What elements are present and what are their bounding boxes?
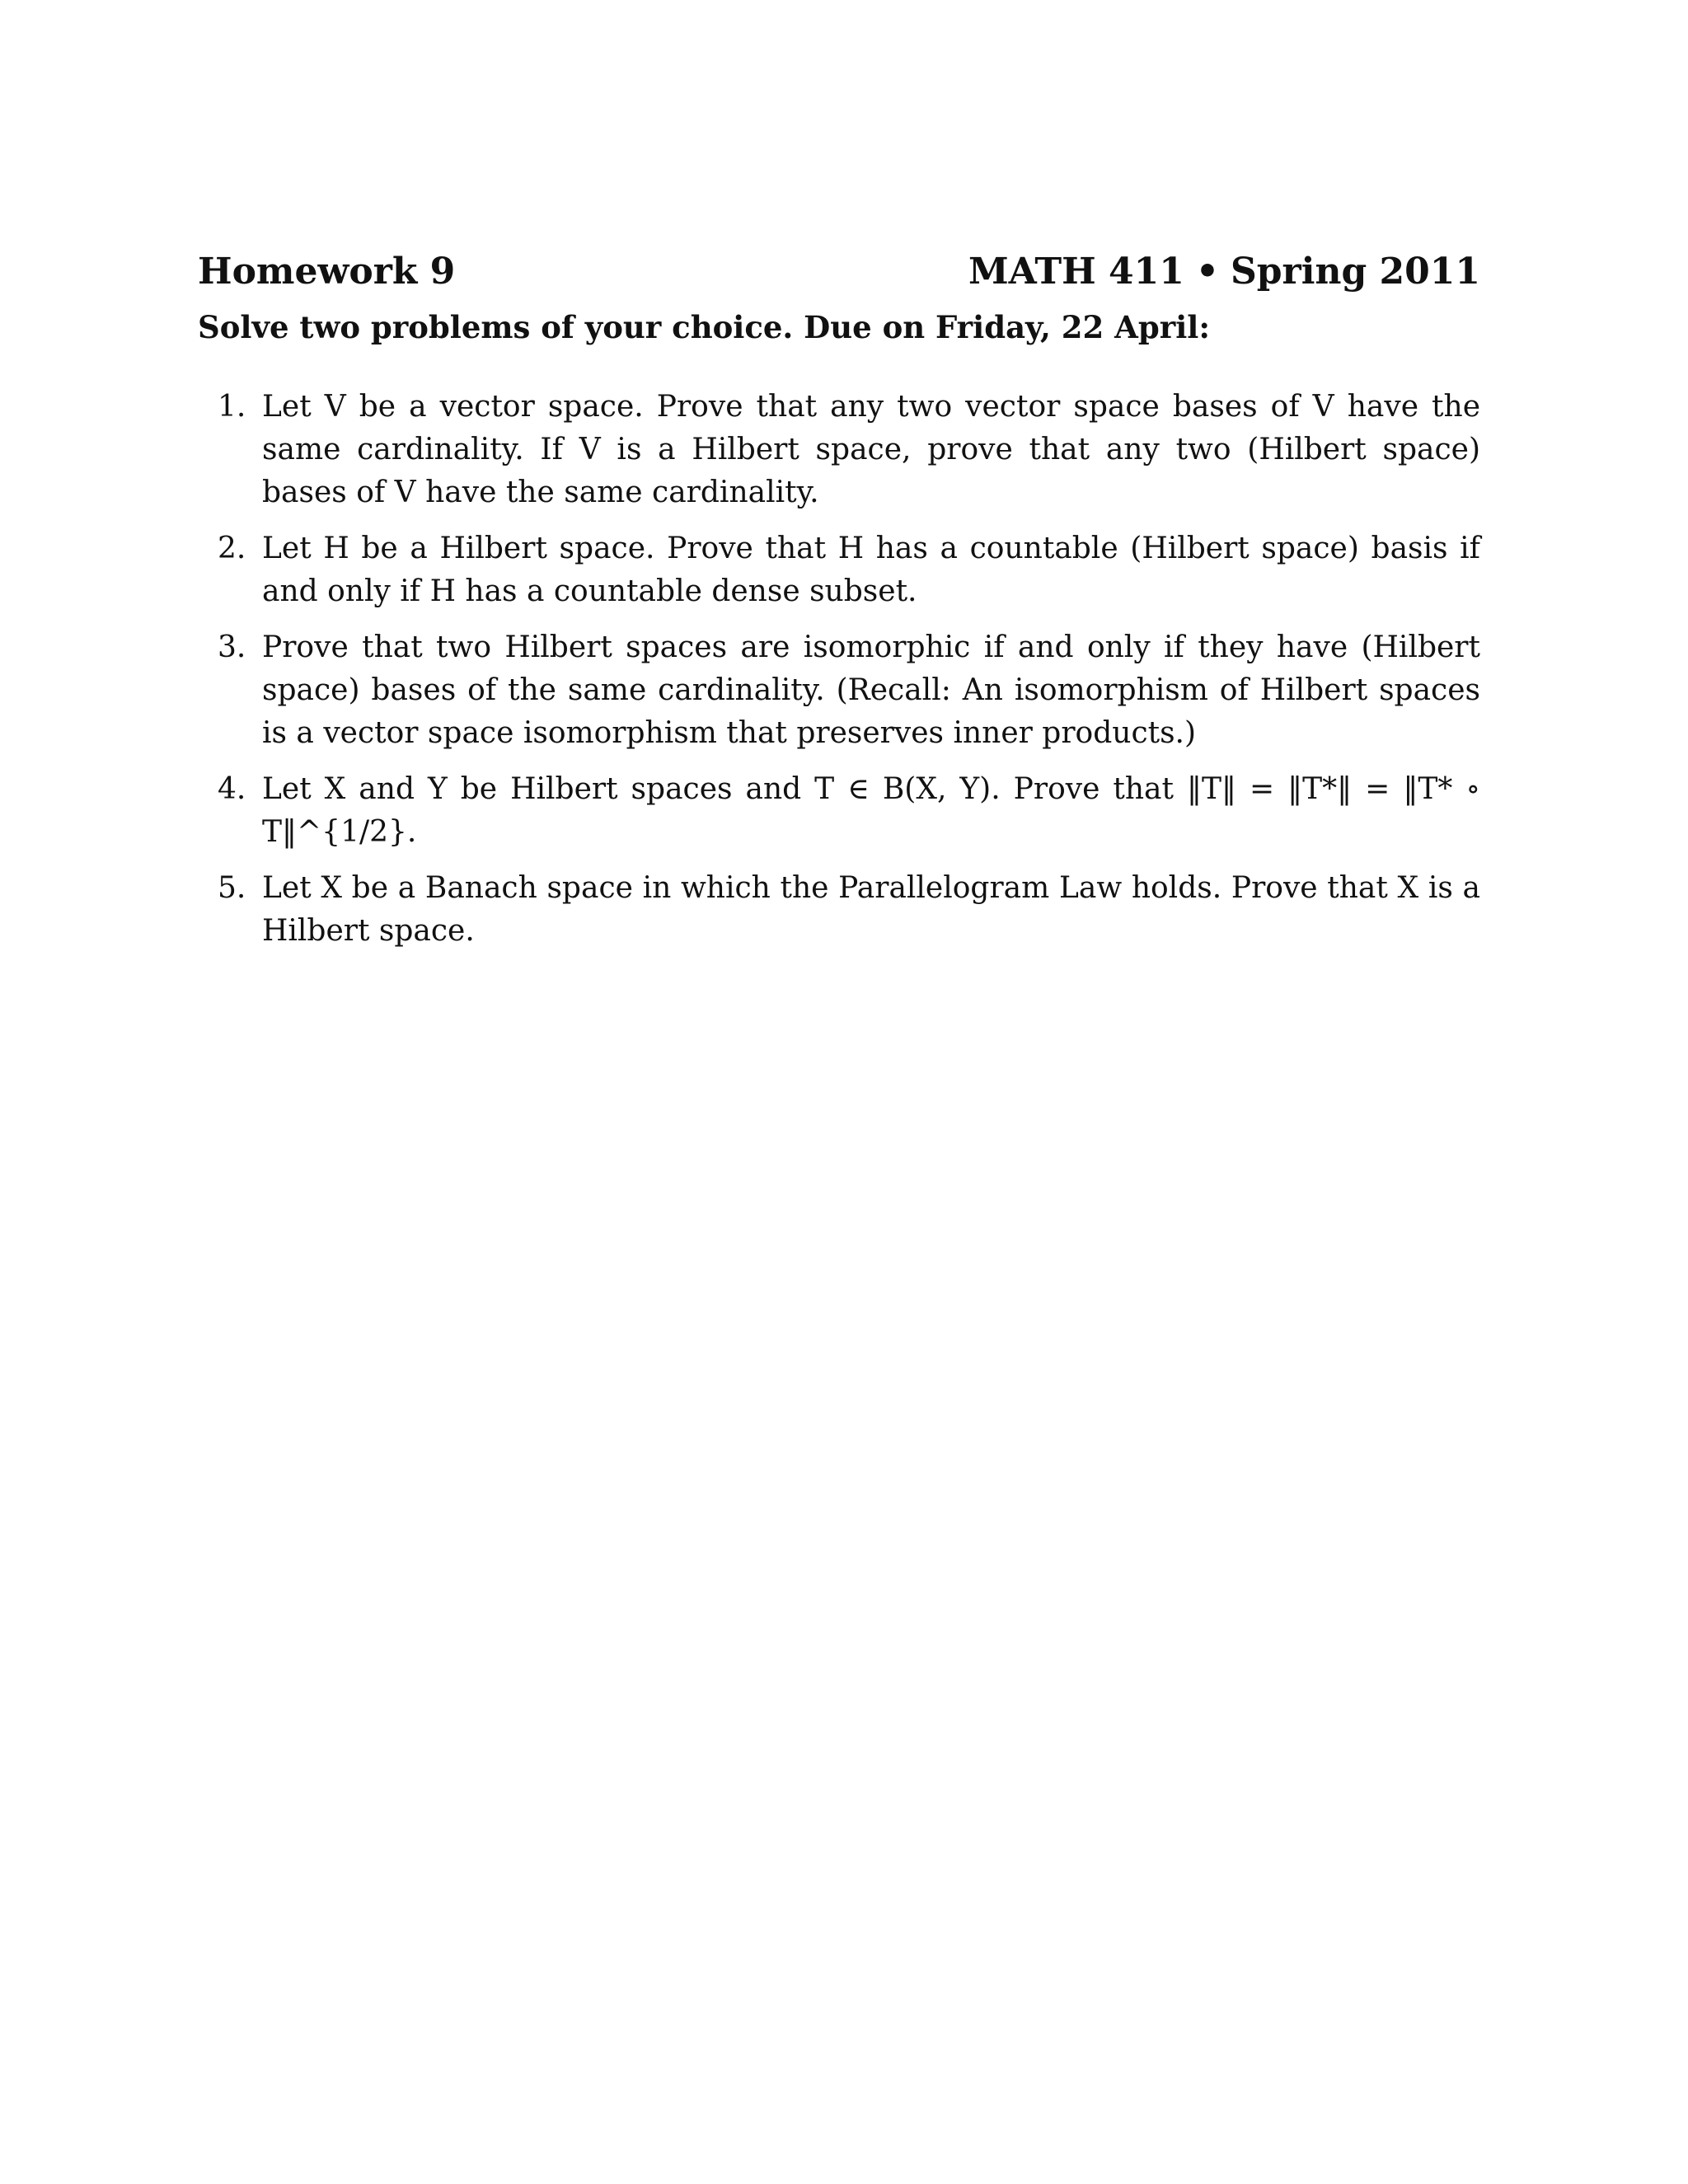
problem-item [198, 527, 1480, 613]
problem-number: 5. [218, 871, 246, 905]
bullet-separator: • [1195, 251, 1220, 293]
instructions: Solve two problems of your choice. Due on Friday, 22 April: [198, 309, 1210, 345]
problem-text: Let X and Y be Hilbert spaces and T ∈ B(X, Y). Prove that ‖T‖ = ‖T*‖ = ‖T* ∘ T‖^{1/2}. [262, 772, 1480, 849]
problem-list [198, 386, 1480, 953]
problem-item [198, 386, 1480, 514]
problem-text: Let V be a vector space. Prove that any two vector space bases of V have the same cardinality. If V is a Hilbert space, prove that any two (Hilbert space) bases of V have the same cardinality. [262, 390, 1480, 509]
problem-text: Let X be a Banach space in which the Parallelogram Law holds. Prove that X is a Hilbert space. [262, 871, 1480, 948]
problem-number: 2. [218, 532, 246, 565]
problem-item [198, 768, 1480, 854]
problem-number: 4. [218, 772, 246, 806]
course-term [968, 247, 1480, 297]
problem-item [198, 626, 1480, 755]
homework-page [198, 247, 1480, 966]
homework-title: Homework 9 [198, 251, 456, 293]
problem-number: 3. [218, 630, 246, 664]
page-header [198, 247, 1480, 297]
course-code: MATH 411 [968, 251, 1184, 293]
problem-number: 1. [218, 390, 246, 424]
problem-item [198, 867, 1480, 953]
term: Spring 2011 [1231, 251, 1480, 293]
problem-text: Prove that two Hilbert spaces are isomorphic if and only if they have (Hilbert space) bases of the same cardinality. (Recall: An isomorphism of Hilbert spaces is a vector space isomorphism that preserves inner products.) [262, 630, 1480, 750]
problem-text: Let H be a Hilbert space. Prove that H has a countable (Hilbert space) basis if and only if H has a countable dense subset. [262, 532, 1480, 608]
